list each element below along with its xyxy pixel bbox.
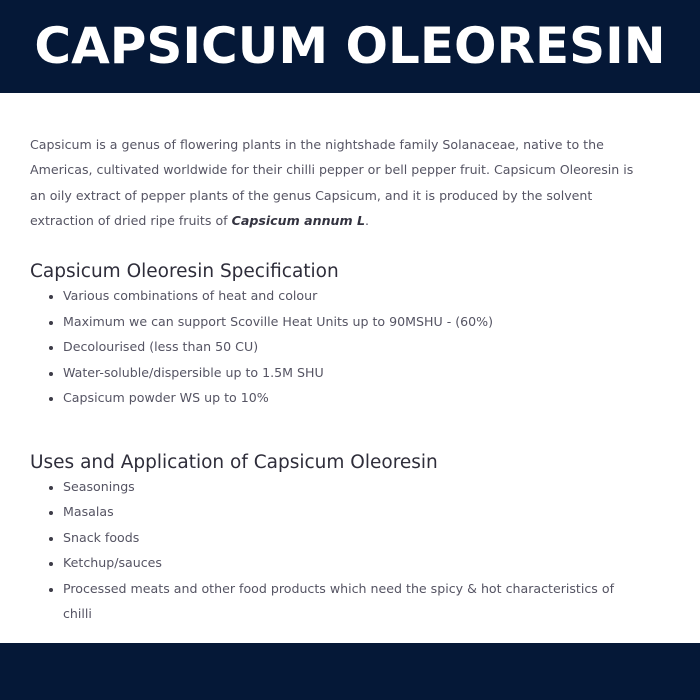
header-banner	[0, 0, 700, 93]
intro-emphasis: Capsicum annum L	[231, 212, 366, 228]
footer-band	[0, 643, 700, 700]
intro-paragraph	[30, 132, 645, 233]
list-item: • Ketchup/sauces	[63, 550, 645, 576]
list-item: • Snack foods	[63, 525, 645, 551]
uses-list	[30, 474, 645, 627]
specification-list	[30, 283, 645, 411]
intro-end: .	[365, 212, 370, 228]
list-item: • Maximum we can support Scoville Heat Units up to 90MSHU - (60%)	[63, 309, 645, 335]
list-item: • Masalas	[63, 499, 645, 525]
list-item: • Capsicum powder WS up to 10%	[63, 385, 645, 411]
list-item: • Decolourised (less than 50 CU)	[63, 334, 645, 360]
intro-text: Capsicum is a genus of flowering plants in the nightshade family Solanaceae, native to the Americas, cultivated worldwide for their chilli pepper or bell pepper fruit. Capsicum Oleoresin is an oily extract of pepper plants of the genus Capsicum, and it is produced by the solvent extraction of dried ripe fruits of	[30, 137, 634, 228]
list-item: • Seasonings	[63, 474, 645, 500]
list-item: • Various combinations of heat and colour	[63, 283, 645, 309]
list-item: • Processed meats and other food products which need the spicy & hot characteristics of chilli	[63, 576, 645, 627]
uses-heading: Uses and Application of Capsicum Oleoresin	[30, 451, 438, 473]
page-title: CAPSICUM OLEORESIN	[34, 16, 666, 75]
specification-heading: Capsicum Oleoresin Specification	[30, 261, 339, 283]
list-item: • Water-soluble/dispersible up to 1.5M SHU	[63, 360, 645, 386]
main-content	[30, 132, 645, 627]
